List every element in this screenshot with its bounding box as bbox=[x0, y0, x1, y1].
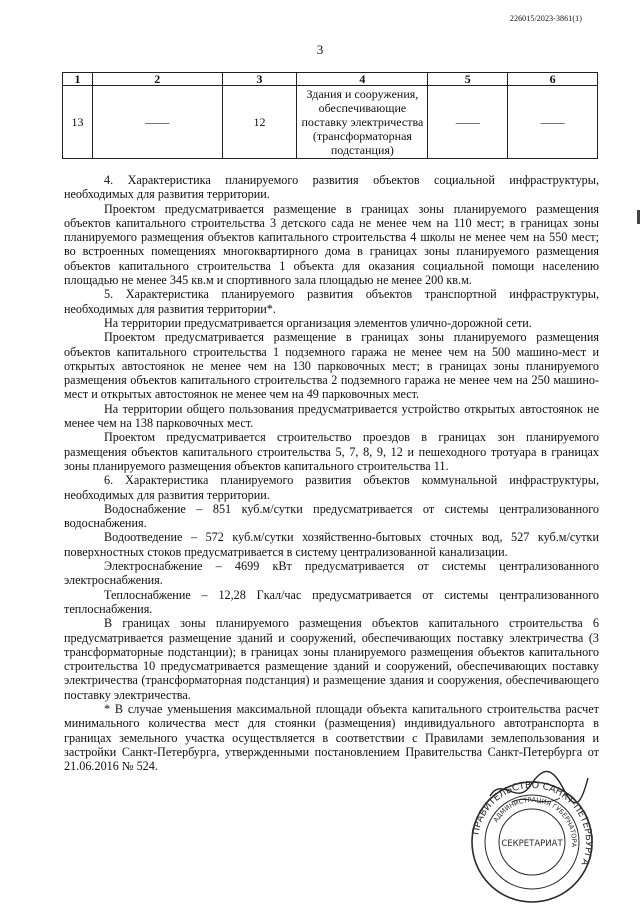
registration-number: 226015/2023-3861(1) bbox=[509, 14, 582, 23]
paragraph: Электроснабжение – 4699 кВт предусматривается от системы централизованного электроснабжения. bbox=[64, 559, 599, 588]
table-row bbox=[63, 86, 598, 159]
paragraph: На территории общего пользования предусматривается устройство открытых автостоянок не менее чем на 138 парковочных мест. bbox=[64, 401, 599, 431]
column-header: 4 bbox=[297, 73, 428, 86]
page-number: 3 bbox=[316, 42, 324, 57]
paragraph: В границах зоны планируемого размещения объектов капитального строительства 6 предусматривается размещение зданий и сооружений, обеспечивающих поставку электричества (3 трансформаторные подстанции); в границах зоны планируемого размещения объектов капитального строительства 10 предусматривается размещение зданий и сооружений, обеспечивающих поставку электричества (трансформаторная подстанция) и размещение здания и сооружения, обеспечивающего поставку электричества. bbox=[64, 616, 599, 702]
table-cell: —— bbox=[92, 86, 222, 159]
paragraph: Водоотведение – 572 куб.м/сутки хозяйственно-бытовых сточных вод, 527 куб.м/сутки поверхностных стоков предусматривается в систему централизованной канализации. bbox=[64, 530, 599, 559]
stamp-center-text: СЕКРЕТАРИАТ bbox=[501, 839, 563, 849]
table-cell: 12 bbox=[222, 86, 297, 159]
table-cell: —— bbox=[428, 86, 508, 159]
column-header: 3 bbox=[222, 73, 297, 86]
official-seal-stamp bbox=[470, 780, 594, 904]
paragraph: Водоснабжение – 851 куб.м/сутки предусматривается от системы централизованного водоснабжения. bbox=[64, 501, 599, 531]
table-cell: —— bbox=[508, 86, 598, 159]
column-header: 1 bbox=[63, 73, 93, 86]
footnote: * В случае уменьшения максимальной площади объекта капитального строительства расчет минимального количества мест для стоянки (размещения) индивидуального автотранспорта в границах земельного участка осуществляется в соответствии с Правилами землепользования и застройки Санкт-Петербурга, утвержденными постановлением Правительства Санкт-Петербурга от 21.06.2016 № 524. bbox=[64, 701, 599, 774]
paragraph: Проектом предусматривается размещение в границах зоны планируемого размещения объектов капитального строительства 1 подземного гаража не менее чем на 500 машино-мест и открытых автостоянок не менее чем на 130 парковочных мест; в границах зоны планируемого размещения объектов капитального строительства 2 подземного гаража не менее чем на 250 машино-мест и открытых автостоянок не менее чем на 49 парковочных мест. bbox=[64, 330, 599, 402]
column-header: 5 bbox=[428, 73, 508, 86]
column-header: 2 bbox=[92, 73, 222, 86]
document-body bbox=[64, 173, 599, 773]
table-cell: Здания и сооружения, обеспечивающие поставку электричества (трансформаторная подстанция) bbox=[297, 86, 428, 159]
section-heading-transport: 5. Характеристика планируемого развития объектов транспортной инфраструктуры, необходимых для развития территории*. bbox=[64, 287, 599, 316]
objects-table bbox=[62, 72, 598, 159]
column-header: 6 bbox=[508, 73, 598, 86]
stamp-outer-text: ПРАВИТЕЛЬСТВО САНКТ-ПЕТЕРБУРГА bbox=[470, 780, 594, 868]
paragraph: Проектом предусматривается строительство проездов в границах зон планируемого размещения объектов капитального строительства 5, 7, 8, 9, 12 и пешеходного тротуара в границах зоны планируемого размещения объектов капитального строительства 11. bbox=[64, 430, 599, 473]
section-heading-utilities: 6. Характеристика планируемого развития объектов коммунальной инфраструктуры, необходимых для развития территории. bbox=[64, 473, 599, 502]
stamp-inner-text: АДМИНИСТРАЦИЯ ГУБЕРНАТОРА bbox=[491, 795, 579, 848]
paragraph: Проектом предусматривается размещение в границах зоны планируемого размещения объектов капитального строительства 3 детского сада не менее чем на 110 мест; в границах зоны планируемого размещения объектов капитального строительства 4 школы не менее чем на 550 мест; во встроенных помещениях многоквартирного дома в границах зоны планируемого размещения объектов капитального строительства 1 объекта для оказания социальной помощи населению площадью не менее 345 кв.м и спортивного зала площадью не менее 200 кв.м. bbox=[64, 201, 599, 288]
paragraph: На территории предусматривается организация элементов улично-дорожной сети. bbox=[104, 315, 532, 330]
section-heading-social: 4. Характеристика планируемого развития объектов социальной инфраструктуры, необходимых для развития территории. bbox=[64, 173, 599, 202]
table-header-row bbox=[63, 73, 598, 86]
paragraph: Теплоснабжение – 12,28 Гкал/час предусматривается от системы централизованного теплоснабжения. bbox=[64, 587, 599, 616]
table-cell: 13 bbox=[63, 86, 93, 159]
